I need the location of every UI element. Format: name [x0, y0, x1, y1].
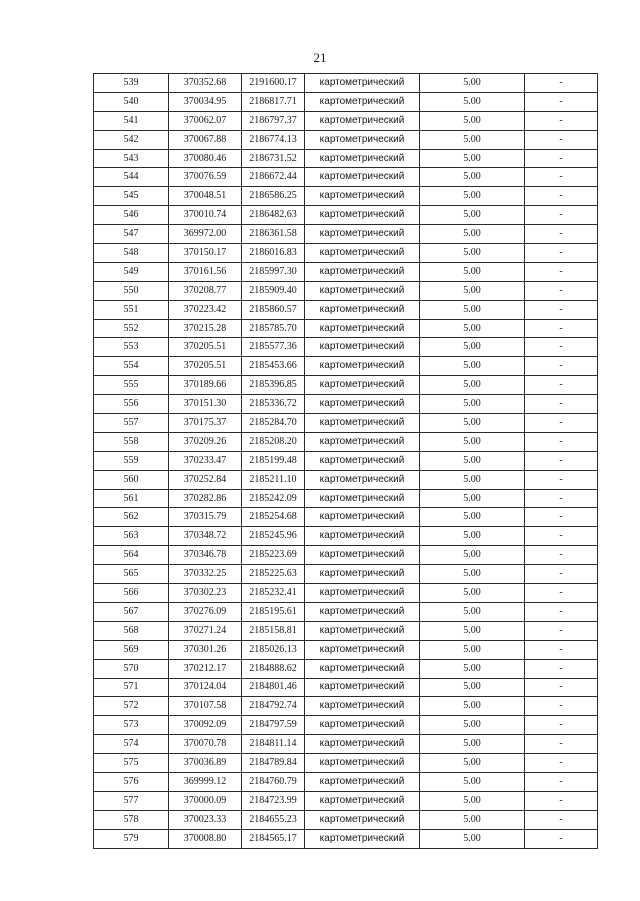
table-row	[94, 338, 598, 357]
y-coordinate-cell: 2186586.25	[242, 187, 305, 206]
table-row	[94, 376, 598, 395]
table-row	[94, 92, 598, 111]
accuracy-cell: 5.00	[420, 376, 525, 395]
y-coordinate-cell: 2184760.79	[242, 772, 305, 791]
x-coordinate-cell: 370000.09	[169, 791, 242, 810]
method-cell: картометрический	[305, 206, 420, 225]
accuracy-cell: 5.00	[420, 74, 525, 93]
accuracy-cell: 5.00	[420, 206, 525, 225]
accuracy-cell: 5.00	[420, 602, 525, 621]
accuracy-cell: 5.00	[420, 659, 525, 678]
table-row	[94, 829, 598, 848]
method-cell: картометрический	[305, 74, 420, 93]
table-row	[94, 772, 598, 791]
method-cell: картометрический	[305, 659, 420, 678]
point-number-cell: 540	[94, 92, 169, 111]
y-coordinate-cell: 2185208.20	[242, 432, 305, 451]
point-number-cell: 561	[94, 489, 169, 508]
method-cell: картометрический	[305, 584, 420, 603]
point-number-cell: 566	[94, 584, 169, 603]
x-coordinate-cell: 370352.68	[169, 74, 242, 93]
x-coordinate-cell: 370076.59	[169, 168, 242, 187]
accuracy-cell: 5.00	[420, 697, 525, 716]
description-cell: -	[525, 697, 598, 716]
point-number-cell: 557	[94, 414, 169, 433]
description-cell: -	[525, 168, 598, 187]
x-coordinate-cell: 370301.26	[169, 640, 242, 659]
method-cell: картометрический	[305, 414, 420, 433]
y-coordinate-cell: 2184811.14	[242, 735, 305, 754]
point-number-cell: 574	[94, 735, 169, 754]
point-number-cell: 578	[94, 810, 169, 829]
x-coordinate-cell: 370189.66	[169, 376, 242, 395]
description-cell: -	[525, 508, 598, 527]
y-coordinate-cell: 2186797.37	[242, 111, 305, 130]
y-coordinate-cell: 2185199.48	[242, 451, 305, 470]
method-cell: картометрический	[305, 281, 420, 300]
table-row	[94, 810, 598, 829]
description-cell: -	[525, 565, 598, 584]
method-cell: картометрический	[305, 225, 420, 244]
description-cell: -	[525, 376, 598, 395]
description-cell: -	[525, 414, 598, 433]
method-cell: картометрический	[305, 432, 420, 451]
x-coordinate-cell: 369999.12	[169, 772, 242, 791]
table-row	[94, 414, 598, 433]
point-number-cell: 552	[94, 319, 169, 338]
accuracy-cell: 5.00	[420, 735, 525, 754]
method-cell: картометрический	[305, 262, 420, 281]
method-cell: картометрический	[305, 111, 420, 130]
accuracy-cell: 5.00	[420, 791, 525, 810]
accuracy-cell: 5.00	[420, 281, 525, 300]
coordinates-table-body	[94, 74, 598, 849]
y-coordinate-cell: 2184792.74	[242, 697, 305, 716]
accuracy-cell: 5.00	[420, 244, 525, 263]
x-coordinate-cell: 370161.56	[169, 262, 242, 281]
accuracy-cell: 5.00	[420, 187, 525, 206]
y-coordinate-cell: 2185026.13	[242, 640, 305, 659]
x-coordinate-cell: 370034.95	[169, 92, 242, 111]
y-coordinate-cell: 2184655.23	[242, 810, 305, 829]
point-number-cell: 541	[94, 111, 169, 130]
accuracy-cell: 5.00	[420, 338, 525, 357]
point-number-cell: 548	[94, 244, 169, 263]
y-coordinate-cell: 2184565.17	[242, 829, 305, 848]
accuracy-cell: 5.00	[420, 716, 525, 735]
accuracy-cell: 5.00	[420, 300, 525, 319]
description-cell: -	[525, 470, 598, 489]
accuracy-cell: 5.00	[420, 470, 525, 489]
accuracy-cell: 5.00	[420, 678, 525, 697]
method-cell: картометрический	[305, 395, 420, 414]
point-number-cell: 550	[94, 281, 169, 300]
description-cell: -	[525, 319, 598, 338]
description-cell: -	[525, 584, 598, 603]
x-coordinate-cell: 370212.17	[169, 659, 242, 678]
table-row	[94, 149, 598, 168]
y-coordinate-cell: 2185225.63	[242, 565, 305, 584]
coordinates-table	[93, 73, 598, 849]
description-cell: -	[525, 527, 598, 546]
method-cell: картометрический	[305, 319, 420, 338]
table-row	[94, 168, 598, 187]
point-number-cell: 564	[94, 546, 169, 565]
point-number-cell: 558	[94, 432, 169, 451]
point-number-cell: 543	[94, 149, 169, 168]
y-coordinate-cell: 2185254.68	[242, 508, 305, 527]
y-coordinate-cell: 2185909.40	[242, 281, 305, 300]
method-cell: картометрический	[305, 640, 420, 659]
y-coordinate-cell: 2184797.59	[242, 716, 305, 735]
accuracy-cell: 5.00	[420, 527, 525, 546]
y-coordinate-cell: 2185195.61	[242, 602, 305, 621]
table-row	[94, 489, 598, 508]
table-row	[94, 697, 598, 716]
method-cell: картометрический	[305, 130, 420, 149]
method-cell: картометрический	[305, 168, 420, 187]
y-coordinate-cell: 2184789.84	[242, 754, 305, 773]
y-coordinate-cell: 2185577.36	[242, 338, 305, 357]
accuracy-cell: 5.00	[420, 640, 525, 659]
x-coordinate-cell: 370205.51	[169, 338, 242, 357]
x-coordinate-cell: 370346.78	[169, 546, 242, 565]
point-number-cell: 551	[94, 300, 169, 319]
x-coordinate-cell: 370150.17	[169, 244, 242, 263]
method-cell: картометрический	[305, 149, 420, 168]
accuracy-cell: 5.00	[420, 149, 525, 168]
accuracy-cell: 5.00	[420, 489, 525, 508]
y-coordinate-cell: 2186016.83	[242, 244, 305, 263]
method-cell: картометрический	[305, 621, 420, 640]
table-row	[94, 791, 598, 810]
table-row	[94, 584, 598, 603]
x-coordinate-cell: 370070.78	[169, 735, 242, 754]
point-number-cell: 545	[94, 187, 169, 206]
description-cell: -	[525, 111, 598, 130]
accuracy-cell: 5.00	[420, 319, 525, 338]
y-coordinate-cell: 2185396.85	[242, 376, 305, 395]
accuracy-cell: 5.00	[420, 810, 525, 829]
x-coordinate-cell: 370010.74	[169, 206, 242, 225]
method-cell: картометрический	[305, 300, 420, 319]
accuracy-cell: 5.00	[420, 584, 525, 603]
point-number-cell: 577	[94, 791, 169, 810]
accuracy-cell: 5.00	[420, 432, 525, 451]
table-row	[94, 74, 598, 93]
point-number-cell: 554	[94, 357, 169, 376]
method-cell: картометрический	[305, 244, 420, 263]
x-coordinate-cell: 370282.86	[169, 489, 242, 508]
description-cell: -	[525, 735, 598, 754]
method-cell: картометрический	[305, 772, 420, 791]
table-row	[94, 754, 598, 773]
method-cell: картометрический	[305, 92, 420, 111]
x-coordinate-cell: 370067.88	[169, 130, 242, 149]
description-cell: -	[525, 432, 598, 451]
description-cell: -	[525, 395, 598, 414]
description-cell: -	[525, 357, 598, 376]
y-coordinate-cell: 2186817.71	[242, 92, 305, 111]
method-cell: картометрический	[305, 678, 420, 697]
x-coordinate-cell: 370151.30	[169, 395, 242, 414]
point-number-cell: 565	[94, 565, 169, 584]
x-coordinate-cell: 370092.09	[169, 716, 242, 735]
description-cell: -	[525, 262, 598, 281]
y-coordinate-cell: 2184801.46	[242, 678, 305, 697]
description-cell: -	[525, 810, 598, 829]
point-number-cell: 559	[94, 451, 169, 470]
table-row	[94, 225, 598, 244]
table-row	[94, 395, 598, 414]
method-cell: картометрический	[305, 565, 420, 584]
x-coordinate-cell: 370008.80	[169, 829, 242, 848]
x-coordinate-cell: 370271.24	[169, 621, 242, 640]
accuracy-cell: 5.00	[420, 772, 525, 791]
y-coordinate-cell: 2185158.81	[242, 621, 305, 640]
method-cell: картометрический	[305, 527, 420, 546]
y-coordinate-cell: 2185245.96	[242, 527, 305, 546]
table-row	[94, 319, 598, 338]
description-cell: -	[525, 206, 598, 225]
table-row	[94, 300, 598, 319]
point-number-cell: 546	[94, 206, 169, 225]
description-cell: -	[525, 659, 598, 678]
point-number-cell: 568	[94, 621, 169, 640]
accuracy-cell: 5.00	[420, 565, 525, 584]
description-cell: -	[525, 300, 598, 319]
description-cell: -	[525, 130, 598, 149]
y-coordinate-cell: 2184723.99	[242, 791, 305, 810]
method-cell: картометрический	[305, 791, 420, 810]
y-coordinate-cell: 2185785.70	[242, 319, 305, 338]
method-cell: картометрический	[305, 187, 420, 206]
x-coordinate-cell: 370315.79	[169, 508, 242, 527]
description-cell: -	[525, 281, 598, 300]
x-coordinate-cell: 370107.58	[169, 697, 242, 716]
point-number-cell: 567	[94, 602, 169, 621]
method-cell: картометрический	[305, 716, 420, 735]
method-cell: картометрический	[305, 810, 420, 829]
description-cell: -	[525, 451, 598, 470]
point-number-cell: 563	[94, 527, 169, 546]
point-number-cell: 542	[94, 130, 169, 149]
table-row	[94, 451, 598, 470]
point-number-cell: 553	[94, 338, 169, 357]
point-number-cell: 562	[94, 508, 169, 527]
y-coordinate-cell: 2186731.52	[242, 149, 305, 168]
accuracy-cell: 5.00	[420, 621, 525, 640]
description-cell: -	[525, 244, 598, 263]
x-coordinate-cell: 370348.72	[169, 527, 242, 546]
accuracy-cell: 5.00	[420, 168, 525, 187]
description-cell: -	[525, 678, 598, 697]
x-coordinate-cell: 370233.47	[169, 451, 242, 470]
table-row	[94, 565, 598, 584]
method-cell: картометрический	[305, 697, 420, 716]
x-coordinate-cell: 370080.46	[169, 149, 242, 168]
x-coordinate-cell: 370048.51	[169, 187, 242, 206]
y-coordinate-cell: 2186672.44	[242, 168, 305, 187]
method-cell: картометрический	[305, 357, 420, 376]
accuracy-cell: 5.00	[420, 357, 525, 376]
description-cell: -	[525, 829, 598, 848]
page-number: 21	[313, 50, 327, 65]
table-row	[94, 206, 598, 225]
y-coordinate-cell: 2191600.17	[242, 74, 305, 93]
y-coordinate-cell: 2185223.69	[242, 546, 305, 565]
description-cell: -	[525, 772, 598, 791]
accuracy-cell: 5.00	[420, 829, 525, 848]
point-number-cell: 573	[94, 716, 169, 735]
description-cell: -	[525, 754, 598, 773]
point-number-cell: 560	[94, 470, 169, 489]
table-row	[94, 432, 598, 451]
x-coordinate-cell: 370124.04	[169, 678, 242, 697]
method-cell: картометрический	[305, 338, 420, 357]
y-coordinate-cell: 2185336.72	[242, 395, 305, 414]
point-number-cell: 539	[94, 74, 169, 93]
method-cell: картометрический	[305, 470, 420, 489]
table-row	[94, 357, 598, 376]
y-coordinate-cell: 2185453.66	[242, 357, 305, 376]
accuracy-cell: 5.00	[420, 92, 525, 111]
table-row	[94, 640, 598, 659]
y-coordinate-cell: 2185232.41	[242, 584, 305, 603]
y-coordinate-cell: 2186482.63	[242, 206, 305, 225]
description-cell: -	[525, 149, 598, 168]
description-cell: -	[525, 716, 598, 735]
x-coordinate-cell: 370062.07	[169, 111, 242, 130]
x-coordinate-cell: 370209.26	[169, 432, 242, 451]
description-cell: -	[525, 187, 598, 206]
point-number-cell: 544	[94, 168, 169, 187]
description-cell: -	[525, 621, 598, 640]
x-coordinate-cell: 370332.25	[169, 565, 242, 584]
y-coordinate-cell: 2185284.70	[242, 414, 305, 433]
x-coordinate-cell: 370036.89	[169, 754, 242, 773]
x-coordinate-cell: 370215.28	[169, 319, 242, 338]
table-row	[94, 527, 598, 546]
point-number-cell: 570	[94, 659, 169, 678]
y-coordinate-cell: 2184888.62	[242, 659, 305, 678]
method-cell: картометрический	[305, 754, 420, 773]
x-coordinate-cell: 370208.77	[169, 281, 242, 300]
table-row	[94, 602, 598, 621]
description-cell: -	[525, 791, 598, 810]
description-cell: -	[525, 92, 598, 111]
accuracy-cell: 5.00	[420, 451, 525, 470]
y-coordinate-cell: 2185211.10	[242, 470, 305, 489]
accuracy-cell: 5.00	[420, 111, 525, 130]
description-cell: -	[525, 338, 598, 357]
description-cell: -	[525, 225, 598, 244]
y-coordinate-cell: 2185997.30	[242, 262, 305, 281]
x-coordinate-cell: 369972.00	[169, 225, 242, 244]
table-row	[94, 281, 598, 300]
accuracy-cell: 5.00	[420, 508, 525, 527]
description-cell: -	[525, 640, 598, 659]
y-coordinate-cell: 2186774.13	[242, 130, 305, 149]
point-number-cell: 549	[94, 262, 169, 281]
table-row	[94, 621, 598, 640]
point-number-cell: 547	[94, 225, 169, 244]
x-coordinate-cell: 370175.37	[169, 414, 242, 433]
x-coordinate-cell: 370276.09	[169, 602, 242, 621]
table-row	[94, 546, 598, 565]
method-cell: картометрический	[305, 546, 420, 565]
table-row	[94, 244, 598, 263]
x-coordinate-cell: 370223.42	[169, 300, 242, 319]
x-coordinate-cell: 370252.84	[169, 470, 242, 489]
table-row	[94, 130, 598, 149]
y-coordinate-cell: 2186361.58	[242, 225, 305, 244]
accuracy-cell: 5.00	[420, 754, 525, 773]
table-row	[94, 470, 598, 489]
accuracy-cell: 5.00	[420, 262, 525, 281]
method-cell: картометрический	[305, 735, 420, 754]
y-coordinate-cell: 2185860.57	[242, 300, 305, 319]
description-cell: -	[525, 546, 598, 565]
x-coordinate-cell: 370205.51	[169, 357, 242, 376]
table-row	[94, 111, 598, 130]
method-cell: картометрический	[305, 376, 420, 395]
table-row	[94, 187, 598, 206]
accuracy-cell: 5.00	[420, 414, 525, 433]
accuracy-cell: 5.00	[420, 395, 525, 414]
table-row	[94, 508, 598, 527]
point-number-cell: 556	[94, 395, 169, 414]
method-cell: картометрический	[305, 602, 420, 621]
table-row	[94, 659, 598, 678]
method-cell: картометрический	[305, 489, 420, 508]
point-number-cell: 569	[94, 640, 169, 659]
y-coordinate-cell: 2185242.09	[242, 489, 305, 508]
table-row	[94, 262, 598, 281]
x-coordinate-cell: 370302.23	[169, 584, 242, 603]
method-cell: картометрический	[305, 508, 420, 527]
point-number-cell: 555	[94, 376, 169, 395]
point-number-cell: 571	[94, 678, 169, 697]
accuracy-cell: 5.00	[420, 546, 525, 565]
point-number-cell: 576	[94, 772, 169, 791]
description-cell: -	[525, 74, 598, 93]
point-number-cell: 575	[94, 754, 169, 773]
method-cell: картометрический	[305, 829, 420, 848]
x-coordinate-cell: 370023.33	[169, 810, 242, 829]
method-cell: картометрический	[305, 451, 420, 470]
accuracy-cell: 5.00	[420, 225, 525, 244]
accuracy-cell: 5.00	[420, 130, 525, 149]
description-cell: -	[525, 489, 598, 508]
point-number-cell: 579	[94, 829, 169, 848]
table-row	[94, 716, 598, 735]
table-row	[94, 735, 598, 754]
point-number-cell: 572	[94, 697, 169, 716]
description-cell: -	[525, 602, 598, 621]
table-row	[94, 678, 598, 697]
